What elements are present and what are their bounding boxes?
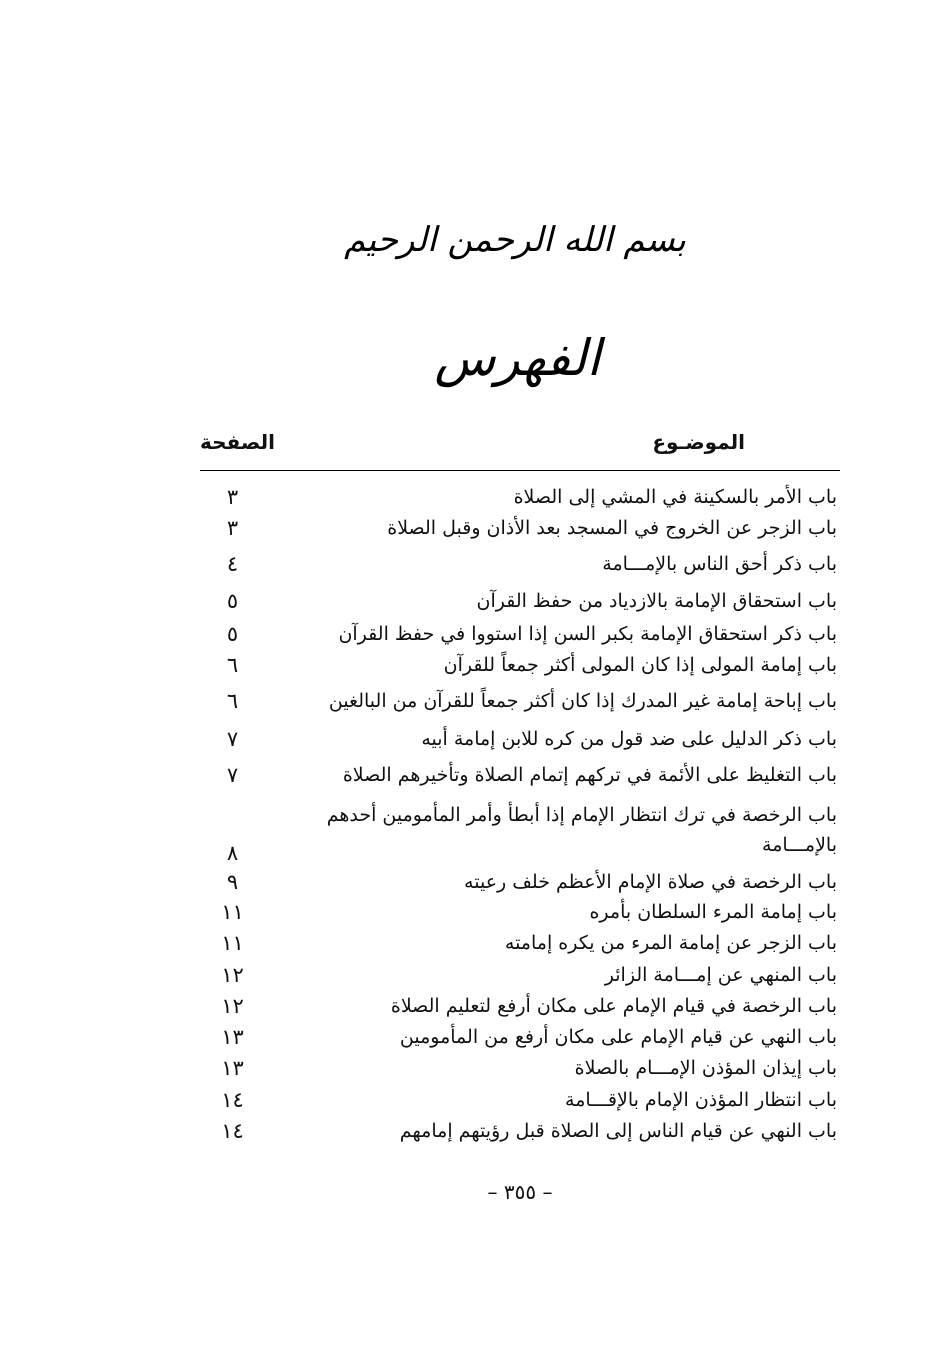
index-entry-page: ٦ <box>226 689 239 713</box>
index-entry-page: ٦ <box>226 653 239 677</box>
index-entry-title: باب إيذان المؤذن الإمـــام بالصلاة <box>574 1057 837 1079</box>
index-entry-page: ١١ <box>221 931 244 955</box>
index-entry-title: باب النهي عن قيام الناس إلى الصلاة قبل رؤيتهم إمامهم <box>399 1120 837 1142</box>
index-entry-title: باب ذكر الدليل على ضد قول من كره للابن إمامة أبيه <box>421 728 837 750</box>
index-entry-title: باب إمامة المولى إذا كان المولى أكثر جمعاً للقرآن <box>443 654 837 676</box>
index-entry-title: باب إباحة إمامة غير المدرك إذا كان أكثر جمعاً للقرآن من البالغين <box>328 690 837 712</box>
index-entry-page: ١٤ <box>221 1119 244 1143</box>
index-entry-page: ٣ <box>226 516 239 540</box>
index-title: الفهرس <box>434 328 601 387</box>
index-entry-page: ٧ <box>226 727 239 751</box>
index-entry-title: باب النهي عن قيام الإمام على مكان أرفع من المأمومين <box>399 1026 837 1048</box>
index-entry-title: باب المنهي عن إمـــامة الزائر <box>604 964 837 986</box>
basmala-calligraphy: بسم الله الرحمن الرحيم <box>344 220 686 260</box>
index-entry-page: ٨ <box>226 841 239 865</box>
index-entry-title: باب انتظار المؤذن الإمام بالإقـــامة <box>565 1089 837 1111</box>
index-entry-page: ٥ <box>226 589 239 613</box>
index-entry-page: ١٤ <box>221 1088 244 1112</box>
index-entry-title: باب الرخصة في صلاة الإمام الأعظم خلف رعيته <box>464 871 837 893</box>
column-header-topic: الموضـوع <box>652 430 745 454</box>
index-entry-page: ٩ <box>226 870 239 894</box>
index-entry-page: ٤ <box>226 552 239 576</box>
index-entry-page: ٧ <box>226 763 239 787</box>
index-entry-title: باب التغليظ على الأئمة في تركهم إتمام الصلاة وتأخيرهم الصلاة <box>342 764 837 786</box>
index-entry-title: باب الأمر بالسكينة في المشي إلى الصلاة <box>513 486 837 508</box>
index-entry-page: ٣ <box>226 485 239 509</box>
index-entry-title: باب الزجر عن الخروج في المسجد بعد الأذان وقبل الصلاة <box>387 517 837 539</box>
index-entry-title: باب الرخصة في قيام الإمام على مكان أرفع لتعليم الصلاة <box>390 995 837 1017</box>
index-entry-page: ١٢ <box>221 994 244 1018</box>
index-entry-title: باب الرخصة في ترك انتظار الإمام إذا أبطأ وأمر المأمومين أحدهم بالإمـــامة <box>326 804 837 856</box>
index-entry-title: باب الزجر عن إمامة المرء من يكره إمامته <box>504 932 837 954</box>
index-entry-page: ١٣ <box>221 1056 244 1080</box>
index-entry-page: ٥ <box>226 622 239 646</box>
page-number: – ٣٥٥ – <box>487 1180 553 1204</box>
index-entry-page: ١١ <box>221 900 244 924</box>
index-entry-page: ١٢ <box>221 963 244 987</box>
index-entry-title: باب إمامة المرء السلطان بأمره <box>589 901 837 923</box>
index-entry-page: ١٣ <box>221 1025 244 1049</box>
index-entry-title: باب ذكر أحق الناس بالإمـــامة <box>602 553 837 575</box>
index-entry-title: باب استحقاق الإمامة بالازدياد من حفظ القرآن <box>476 590 837 612</box>
column-header-page: الصفحة <box>199 430 275 454</box>
index-entry-title: باب ذكر استحقاق الإمامة بكبر السن إذا استووا في حفظ القرآن <box>338 623 837 645</box>
